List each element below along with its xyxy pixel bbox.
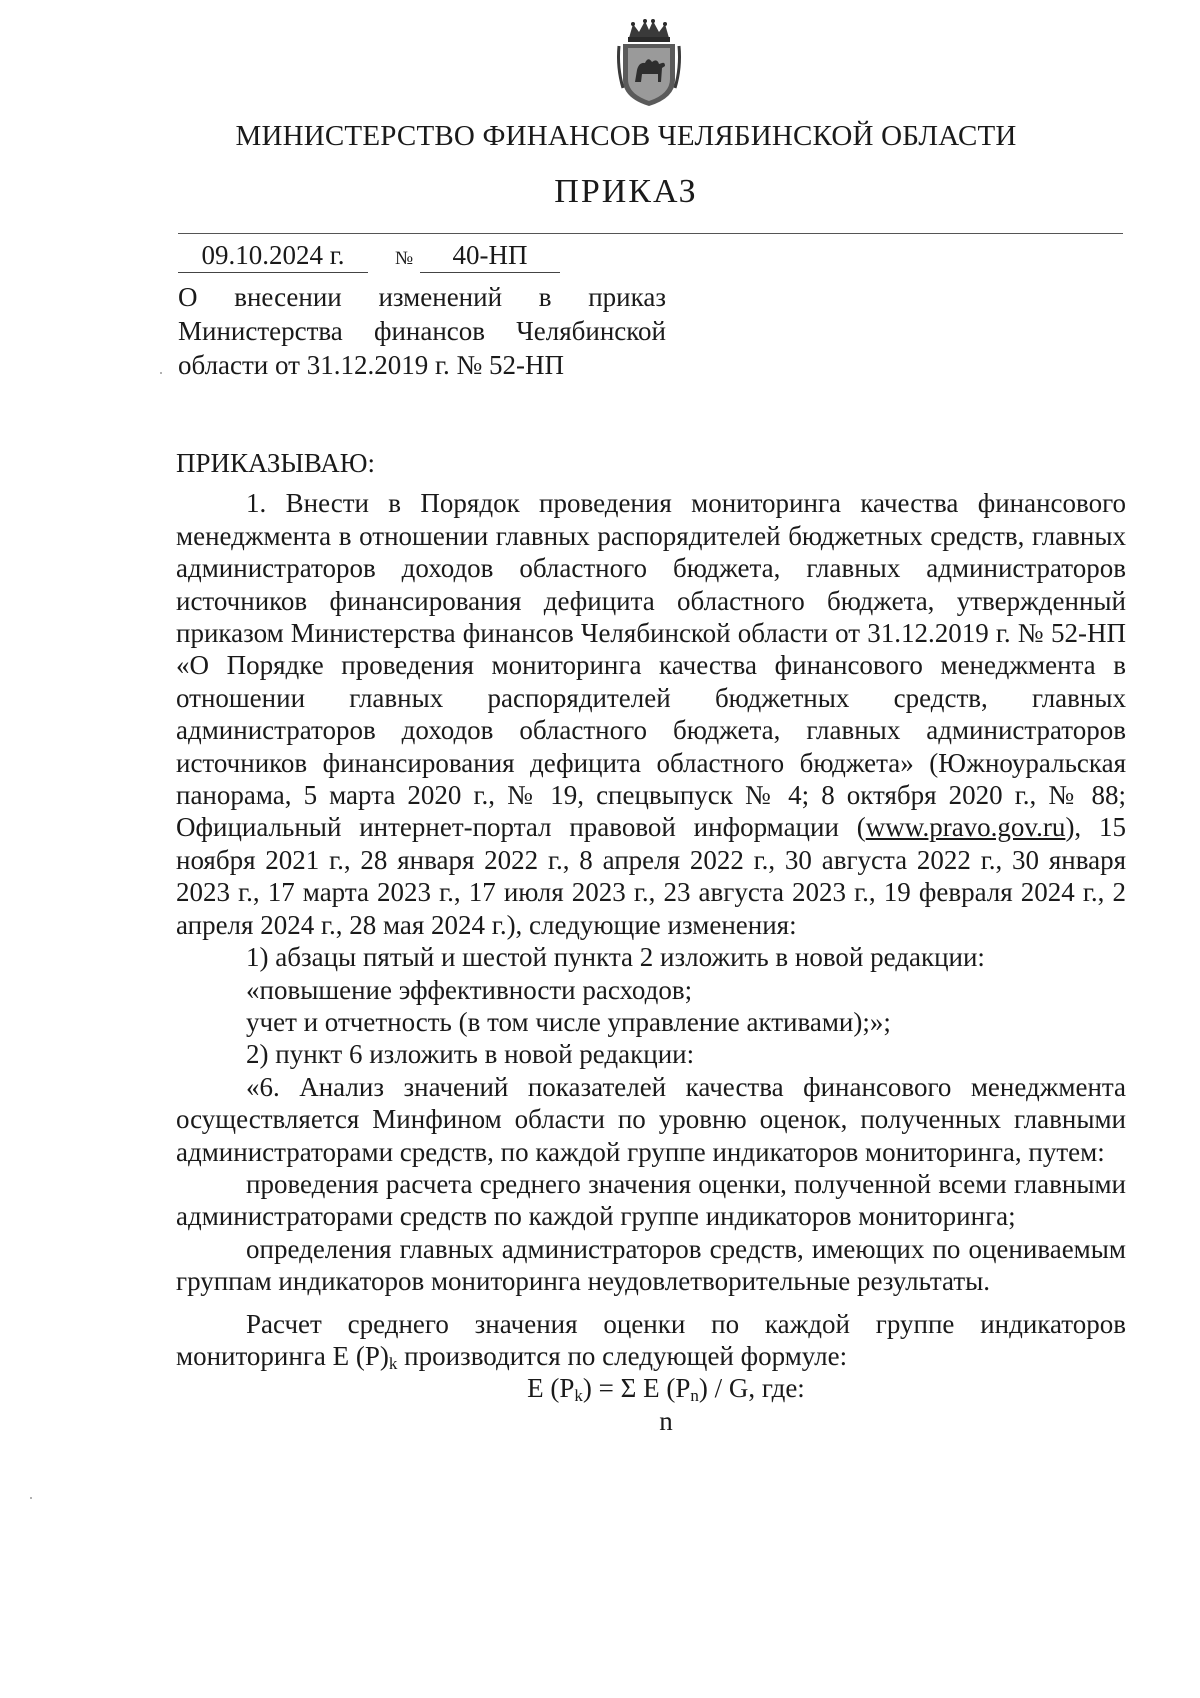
paragraph: проведения расчета среднего значения оценки, полученной всеми главными администраторами средств по каждой группе индикаторов мониторинга; [176,1168,1126,1232]
paragraph-text: Расчет среднего значения оценки по каждой группе индикаторов мониторинга E (P) [176,1308,1126,1371]
subject-line: О внесении изменений в приказ [178,282,666,312]
formula-part: ) = Σ E (P [582,1373,691,1404]
paragraph: учет и отчетность (в том числе управление активами);»; [246,1006,891,1037]
number-sign: № [395,248,414,269]
formula-index: n [659,1405,673,1436]
order-number: 40-НП [420,238,560,273]
formula [176,1372,1126,1404]
document-title: ПРИКАЗ [554,173,698,210]
paragraph-text: 1. Внести в Порядок проведения мониторинга качества финансового менеджмента в отношении главных распорядителей бюджетных средств, главных администраторов доходов областного бюджета, главных администраторов источников финансирования дефицита областного бюджета, утвержденный приказом Министерства финансов Челябинской области от 31.12.2019 г. № 52-НП «О Порядке проведения мониторинга качества финансового менеджмента в отношении главных распорядителей бюджетных средств, главных администраторов доходов областного бюджета, главных администраторов источников финансирования дефицита областного бюджета» (Южноуральская панорама, 5 марта 2020 г., № 19, спецвыпуск № 4; 8 октября 2020 г., № 88; Официальный интернет-портал правовой информации ( [176,488,1126,843]
paragraph: 1) абзацы пятый и шестой пункта 2 изложить в новой редакции: [246,942,985,973]
paragraph: «повышение эффективности расходов; [246,974,693,1005]
pravo-gov-link[interactable]: www.pravo.gov.ru [865,812,1066,843]
order-date: 09.10.2024 г. [178,238,368,273]
subject-line: Министерства финансов Челябинской [178,316,666,346]
paragraph [176,487,1126,941]
paragraph-text: производится по следующей формуле: [397,1340,848,1371]
paragraph: «6. Анализ значений показателей качества финансового менеджмента осуществляется Минфином области по уровню оценок, полученных главными администраторами средств, по каждой группе индикаторов мониторинга, путем: [176,1071,1126,1167]
paragraph-text: ), 15 ноября 2021 г., 28 января 2022 г., 8 апреля 2022 г., 30 августа 2022 г., 30 января 2023 г., 17 марта 2023 г., 17 июля 2023 г., 23 августа 2023 г., 19 февраля 2024 г., 2 апреля 2024 г., 28 мая 2024 г.), следующие изменения: [176,812,1126,940]
coat-of-arms-icon [615,18,683,108]
scan-speck [30,1497,32,1499]
scan-speck [160,372,162,374]
subject-line: области от 31.12.2019 г. № 52-НП [178,350,564,380]
subscript: n [690,1386,699,1406]
formula-part: ) / G, где: [698,1373,805,1404]
paragraph: 2) пункт 6 изложить в новой редакции: [246,1039,695,1070]
order-body [176,447,1126,1437]
paragraph [176,1308,1126,1373]
paragraph: определения главных администраторов средств, имеющих по оцениваемым группам индикаторов мониторинга неудовлетворительные результаты. [176,1233,1126,1297]
header-divider [178,233,1123,234]
subscript: k [574,1386,583,1406]
order-directive: ПРИКАЗЫВАЮ: [176,448,375,478]
order-subject [178,280,666,382]
subscript: k [388,1353,398,1373]
formula-part: E (P [527,1373,575,1404]
ministry-name: МИНИСТЕРСТВО ФИНАНСОВ ЧЕЛЯБИНСКОЙ ОБЛАСТИ [235,120,1017,152]
